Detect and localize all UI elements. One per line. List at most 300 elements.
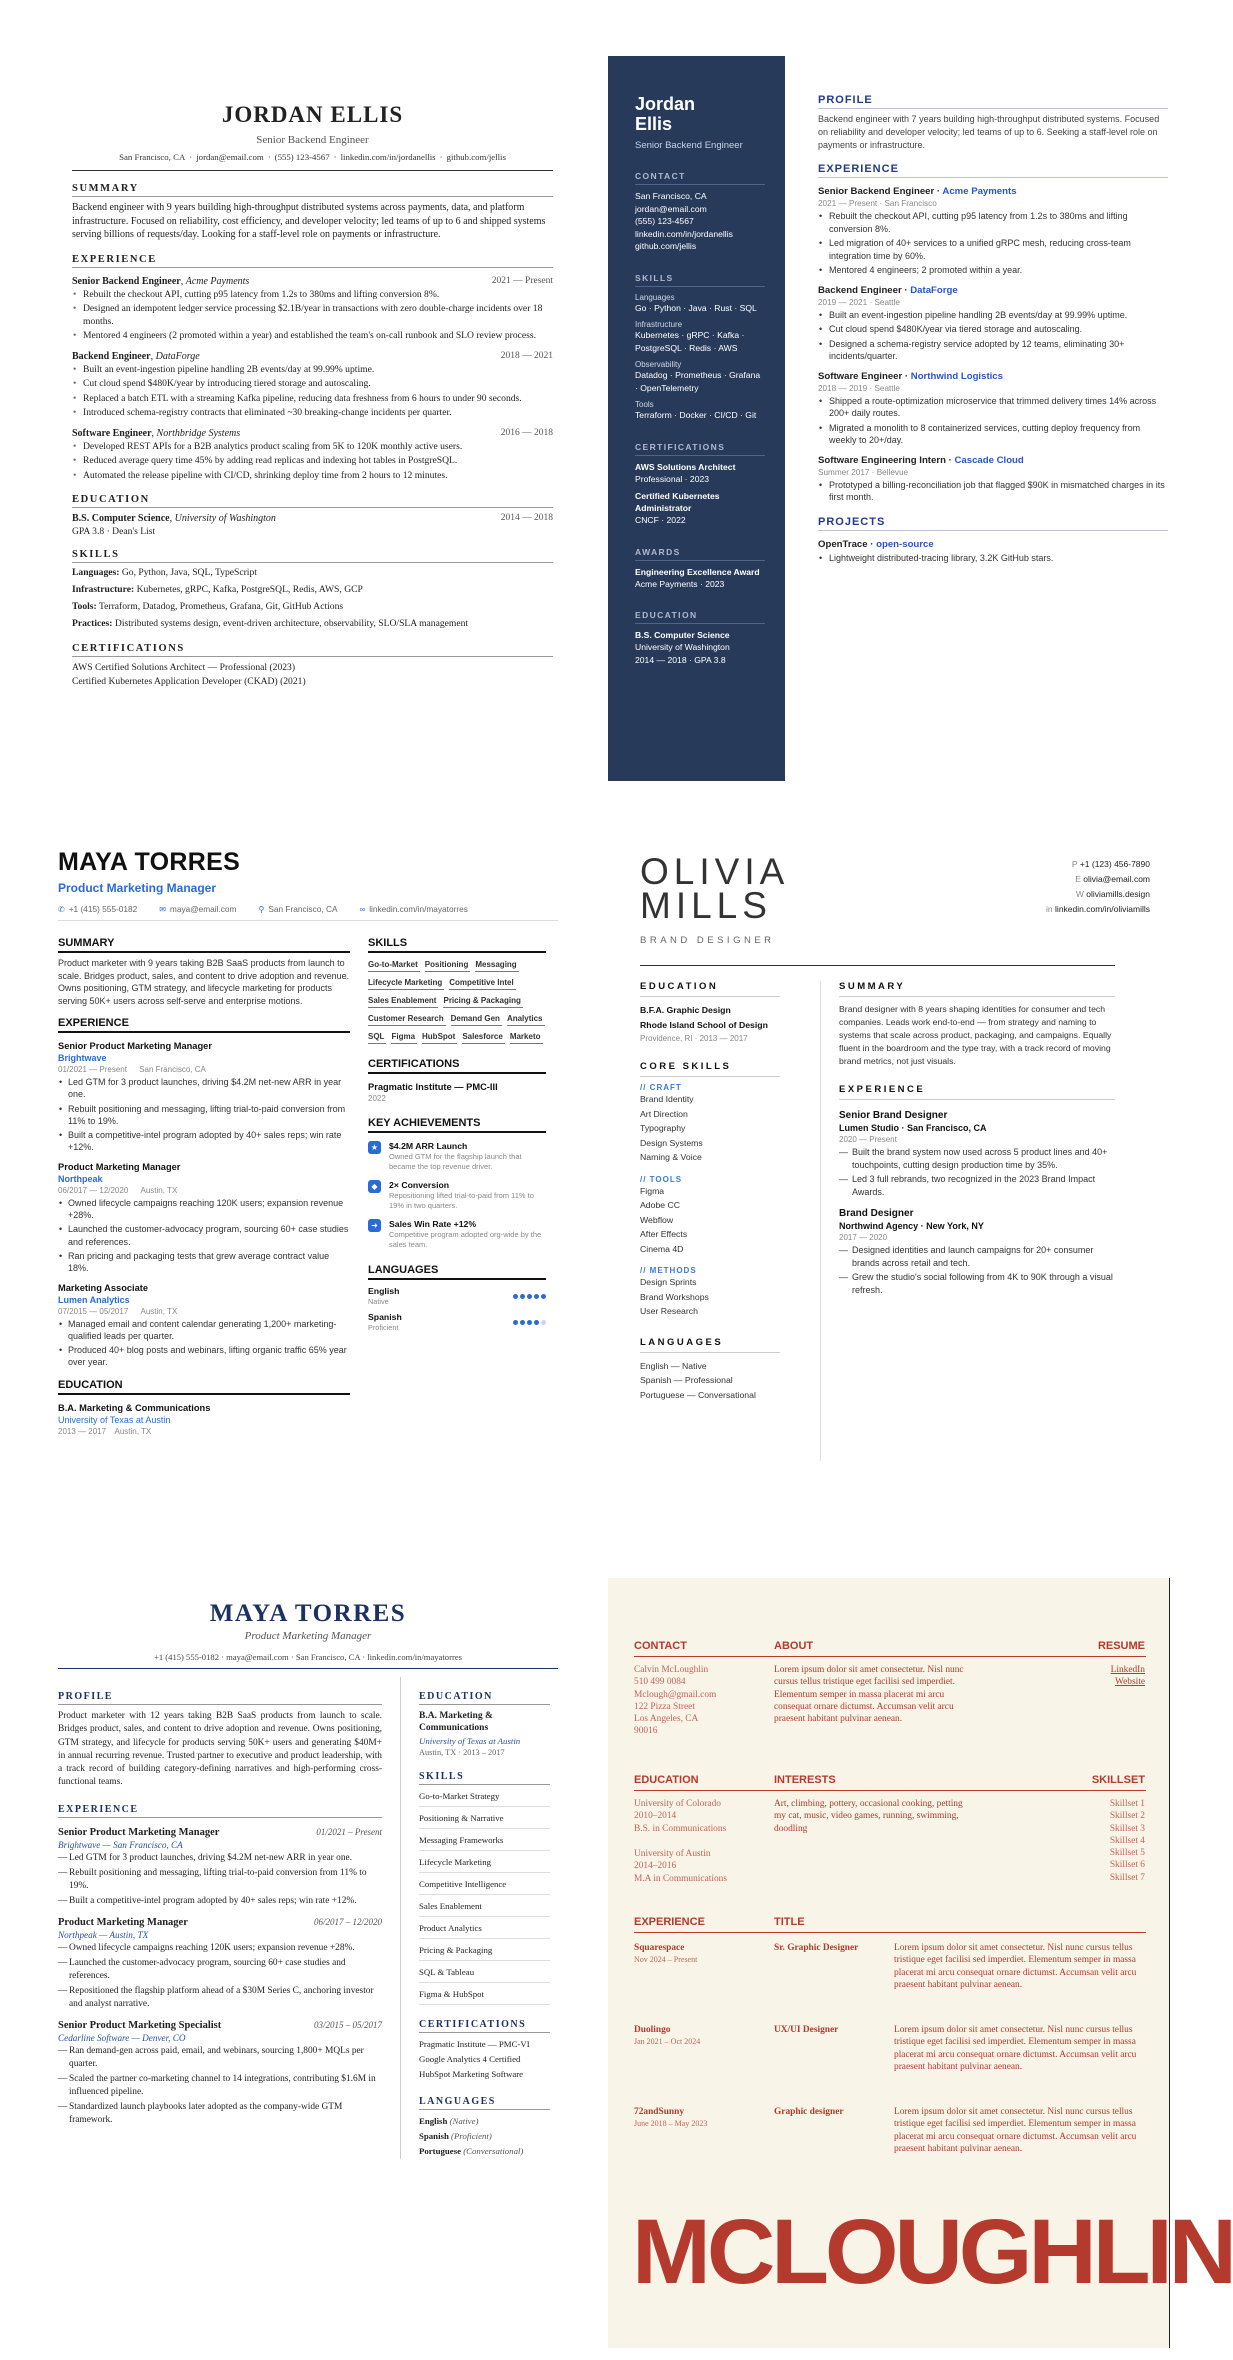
bullet-item: — Scaled the partner co-marketing channel to 14 integrations, contributing $1.6M in influenced pipeline. bbox=[58, 2073, 382, 2099]
phone: (555) 123-4567 bbox=[274, 152, 330, 162]
achievement-title: 2× Conversion bbox=[389, 1180, 450, 1190]
cert-item: Certified Kubernetes Application Developer (CKAD) (2021) bbox=[72, 676, 306, 687]
phone-text: +1 (415) 555-0182 bbox=[68, 904, 138, 914]
language-level: Native bbox=[368, 1297, 389, 1306]
divider bbox=[640, 965, 1115, 966]
job-title-line: Backend Engineer, DataForge bbox=[72, 350, 200, 362]
cert-item: Google Analytics 4 Certified bbox=[419, 2054, 521, 2064]
bullet-item: — Led 3 full rebrands, two recognized in the 2023 Brand Impact Awards. bbox=[839, 1173, 1115, 1198]
job-role: Backend Engineer bbox=[818, 284, 902, 296]
cert-name: Pragmatic Institute — PMC-III bbox=[368, 1082, 498, 1092]
skill-item: Art Direction bbox=[640, 1108, 688, 1119]
heading-resume: RESUME bbox=[1097, 1640, 1145, 1652]
email-link[interactable] bbox=[159, 904, 236, 914]
language-row bbox=[419, 2144, 550, 2159]
section-heading-certifications: CERTIFICATIONS bbox=[72, 643, 553, 657]
bullet-item: • Cut cloud spend $480K/year by introducing tiered storage and autoscaling. bbox=[72, 378, 553, 391]
skill-category: Infrastructure bbox=[635, 320, 683, 329]
language-text bbox=[368, 1286, 399, 1306]
skill-category: Infrastructure: bbox=[72, 584, 135, 595]
job-role: Software Engineer bbox=[818, 370, 903, 382]
job-role: Senior Brand Designer bbox=[839, 1110, 948, 1121]
job-company: Northpeak bbox=[58, 1173, 103, 1184]
skill-values: Go, Python, Java, SQL, TypeScript bbox=[121, 567, 257, 578]
bullet-item: — Repositioned the flagship platform ahead of a $30M Series C, anchoring investor and analyst narrative. bbox=[58, 1985, 382, 2011]
proficiency-dot bbox=[541, 1320, 546, 1325]
cert-item: Pragmatic Institute — PMC-VI bbox=[419, 2039, 530, 2049]
left-column bbox=[58, 927, 350, 1436]
edu-location-text: Austin, TX bbox=[114, 1426, 152, 1436]
job-company: DataForge bbox=[910, 284, 958, 296]
school: University of Texas at Austin bbox=[58, 1414, 171, 1425]
sidebar-name-first: Jordan bbox=[635, 94, 696, 114]
bullet-item: • Built an event-ingestion pipeline handling 2B events/day at 99.99% uptime. bbox=[72, 364, 553, 377]
job-role: Senior Backend Engineer bbox=[72, 275, 181, 287]
company-name: Squarespace bbox=[634, 1943, 685, 1953]
job-bullets bbox=[58, 1942, 382, 2011]
name-first: OLIVIA bbox=[640, 851, 790, 892]
job-company: Northpeak — Austin, TX bbox=[58, 1929, 149, 1940]
github-link[interactable]: github.com/jellis bbox=[635, 241, 697, 251]
proficiency-dot bbox=[541, 1294, 546, 1299]
education-dates: 2014 — 2018 · GPA 3.8 bbox=[635, 654, 726, 665]
experience-description: Lorem ipsum dolor sit amet consectetur. Nisl nunc cursus tellus tristique eget facilisi sed imperdiet. Elementum semper in massa placerat mi arcu consequat ornare dictumst. Accumsan velit arcu praesent habitant pulvinar aenean. bbox=[894, 2107, 1137, 2154]
job-role: Product Marketing Manager bbox=[58, 1161, 181, 1172]
job-dates: 06/2017 – 12/2020 bbox=[313, 1916, 382, 1927]
language-level: (Proficient) bbox=[451, 2131, 492, 2141]
proficiency-dot bbox=[527, 1320, 532, 1325]
job-company: Cascade Cloud bbox=[954, 454, 1024, 466]
sidebar bbox=[608, 56, 785, 781]
skill-item: User Research bbox=[640, 1306, 698, 1316]
education-dates: Providence, RI · 2013 — 2017 bbox=[640, 1034, 748, 1043]
skill-item: Brand Identity bbox=[640, 1094, 694, 1104]
skill-item: Design Systems bbox=[640, 1137, 703, 1148]
skillset-item: Skillset 4 bbox=[1109, 1835, 1145, 1846]
bullet-item: • Rebuilt the checkout API, cutting p95 latency from 1.2s to 380ms and lifting conversion 8%. bbox=[72, 289, 553, 302]
contact-block bbox=[1046, 857, 1150, 917]
section-heading-skills: SKILLS bbox=[72, 549, 553, 563]
contact-key: P bbox=[1071, 859, 1078, 869]
skill-values: Terraform · Docker · CI/CD · Git bbox=[635, 410, 757, 420]
contact-key: E bbox=[1075, 874, 1081, 884]
skill-tag: Go-to-Market bbox=[368, 959, 420, 972]
award-org: Acme Payments · 2023 bbox=[635, 578, 725, 589]
job-dates: 01/2021 – Present bbox=[316, 1826, 382, 1837]
job-header bbox=[58, 2020, 382, 2031]
job-entry bbox=[72, 351, 553, 420]
job-bullets bbox=[818, 395, 1168, 447]
achievements-list bbox=[368, 1141, 546, 1250]
skill-tag: Messaging bbox=[475, 959, 518, 972]
cert-issuer: CNCF · 2022 bbox=[635, 515, 686, 525]
skill-item: Pricing & Packaging bbox=[419, 1941, 550, 1961]
summary-text: Backend engineer with 9 years building high-throughput distributed systems across payments, data, and platform infrastructure. Focused on reliability, cost efficiency, and developer velocity; led teams of up to 6 and shipped systems serving billions of requests/day. Looking for a staff-level role on payments or infrastructure. bbox=[72, 202, 546, 240]
contact-line: +1 (415) 555-0182 · maya@email.com · San Francisco, CA · linkedin.com/in/mayatorres bbox=[58, 1652, 558, 1669]
linkedin-link[interactable]: linkedin.com/in/jordanellis bbox=[635, 228, 733, 239]
skill-values: Datadog · Prometheus · Grafana · OpenTelemetry bbox=[635, 370, 761, 393]
summary-text: Product marketer with 9 years taking B2B SaaS products from launch to scale. Bridges product, sales, and content to drive adoption and revenue. Owns positioning, GTM strategy, and lifecycle marketing for products serving 50K+ users across self-serve and enterprise motions. bbox=[58, 958, 350, 1006]
skill-tag: Analytics bbox=[507, 1013, 545, 1026]
skill-values: Kubernetes · gRPC · Kafka · PostgreSQL · Redis · AWS bbox=[635, 330, 745, 353]
linkedin-link[interactable] bbox=[359, 904, 467, 914]
contact-line: San Francisco, CA · jordan@email.com · (555) 123-4567 · linkedin.com/in/jordanellis · github.com/jellis bbox=[72, 152, 553, 171]
cert-name: AWS Solutions Architect bbox=[635, 461, 736, 472]
job-bullets bbox=[58, 1197, 350, 1275]
education-entry: B.S. Computer Science, University of Washington 2014 — 2018 bbox=[72, 513, 553, 524]
skills-list bbox=[419, 1787, 550, 2005]
section-heading-education: EDUCATION bbox=[419, 1691, 550, 1705]
experience-list bbox=[818, 186, 1168, 504]
language-row bbox=[368, 1286, 546, 1306]
job-bullets bbox=[58, 1852, 382, 1908]
section-heading-profile: PROFILE bbox=[58, 1691, 382, 1705]
heading-skillset: SKILLSET bbox=[1091, 1774, 1145, 1786]
education-entry bbox=[634, 1848, 764, 1885]
skill-tag: Demand Gen bbox=[451, 1013, 502, 1026]
skill-tag: Marketo bbox=[510, 1031, 543, 1044]
contact-value: +1 (123) 456-7890 bbox=[1079, 859, 1150, 869]
sidebar-heading-awards: AWARDS bbox=[635, 547, 765, 561]
job-title-line: Senior Backend Engineer, Acme Payments bbox=[72, 275, 250, 287]
bullet-item: • Developed REST APIs for a B2B analytics product scaling from 5K to 120K monthly active users. bbox=[72, 441, 553, 454]
job-role: Senior Product Marketing Manager bbox=[58, 1826, 220, 1838]
mail-icon: ✉ bbox=[159, 904, 166, 914]
edu-dates-text: 2013 — 2017 bbox=[58, 1426, 107, 1436]
achievement-text bbox=[389, 1141, 546, 1172]
achievement-desc: Competitive program adopted org-wide by the sales team. bbox=[389, 1230, 542, 1249]
bullet-item: • Built an event-ingestion pipeline handling 2B events/day at 99.99% uptime. bbox=[818, 309, 1168, 322]
github-link[interactable]: github.com/jellis bbox=[446, 152, 506, 162]
skill-category: Languages bbox=[635, 292, 675, 302]
skill-values: Distributed systems design, event-driven architecture, observability, SLO/SLA management bbox=[114, 618, 469, 629]
languages-list bbox=[368, 1286, 546, 1332]
name-last: MILLS bbox=[640, 885, 772, 926]
contact-key: in bbox=[1046, 904, 1053, 914]
skill-tag: Pricing & Packaging bbox=[443, 995, 522, 1008]
linkedin-link[interactable]: LinkedIn bbox=[1110, 1665, 1145, 1675]
skill-category: Tools bbox=[635, 400, 654, 409]
job-entry bbox=[72, 428, 553, 483]
contact-row bbox=[1046, 872, 1150, 887]
experience-description: Lorem ipsum dolor sit amet consectetur. Nisl nunc cursus tellus tristique eget facilisi sed imperdiet. Elementum semper in massa placerat mi arcu consequat ornare dictumst. Accumsan velit arcu praesent habitant pulvinar aenean. bbox=[894, 1943, 1137, 1990]
skill-group-heading: // METHODS bbox=[640, 1266, 697, 1275]
experience-list bbox=[839, 1110, 1115, 1296]
link-icon: ∞ bbox=[359, 904, 366, 914]
phone-icon: ✆ bbox=[58, 904, 65, 914]
language-item: Spanish — Professional bbox=[640, 1375, 733, 1385]
resume-jordan-classic bbox=[30, 60, 595, 760]
education-dates: 2010–2014 bbox=[634, 1811, 677, 1822]
section-heading-achievements: KEY ACHIEVEMENTS bbox=[368, 1117, 546, 1133]
job-title: Senior Backend Engineer · Acme Payments bbox=[818, 186, 1017, 198]
skills-list bbox=[72, 566, 553, 631]
right-column bbox=[400, 1677, 550, 2159]
job-dates bbox=[58, 1307, 350, 1316]
cert-issuer: Professional · 2023 bbox=[635, 473, 710, 484]
section-heading-education: EDUCATION bbox=[58, 1379, 350, 1395]
job-location-text: San Francisco, CA bbox=[139, 1065, 206, 1074]
star-icon: ★ bbox=[368, 1141, 381, 1154]
interests-text: Art, climbing, pottery, occasional cooking, petting my cat, music, video games, running, swimming, doodling bbox=[774, 1799, 963, 1834]
language-name: English bbox=[419, 2116, 448, 2126]
left-column bbox=[640, 981, 780, 1402]
job-bullets bbox=[58, 1318, 350, 1369]
resume-jordan-modern bbox=[608, 56, 1188, 781]
degree: B.A. Marketing & Communications bbox=[419, 1711, 493, 1733]
project-bullet: • Lightweight distributed-tracing library, 3.2K GitHub stars. bbox=[818, 552, 1168, 565]
job-bullets bbox=[818, 479, 1168, 504]
skill-item: Messaging Frameworks bbox=[419, 1831, 550, 1851]
section-heading-experience: EXPERIENCE bbox=[839, 1084, 1115, 1100]
arrow-icon: ➜ bbox=[368, 1219, 381, 1232]
proficiency-dot bbox=[513, 1320, 518, 1325]
contact-line: 122 Pizza Street bbox=[634, 1701, 695, 1712]
proficiency-dots bbox=[511, 1317, 546, 1327]
skill-values: Go · Python · Java · Rust · SQL bbox=[635, 302, 757, 313]
rule bbox=[634, 1656, 1146, 1657]
bullet-item: — Built a competitive-intel program adopted by 40+ sales reps; win rate +12%. bbox=[58, 1895, 382, 1908]
heading-title: TITLE bbox=[774, 1916, 805, 1928]
achievement-item bbox=[368, 1180, 546, 1211]
job-company: Lumen Studio · San Francisco, CA bbox=[839, 1123, 987, 1133]
language-row bbox=[368, 1312, 546, 1332]
language-name: Portuguese bbox=[419, 2146, 462, 2156]
project-name: OpenTrace bbox=[818, 538, 868, 550]
achievement-text bbox=[389, 1180, 546, 1211]
phone: (555) 123-4567 bbox=[635, 216, 694, 226]
sidebar-heading-contact: CONTACT bbox=[635, 171, 765, 185]
education-dates: 2014 — 2018 bbox=[500, 513, 553, 523]
degree: B.S. Computer Science bbox=[635, 630, 730, 640]
job-dates: 2017 — 2020 bbox=[839, 1233, 888, 1242]
summary-text: Brand designer with 8 years shaping identities for consumer and tech companies. Leads work end-to-end — from strategy and naming to systems that scale across product, packaging, and campaigns. Equally fluent in the boardroom and the type tray, with a track record of moving brand metrics, not just visuals. bbox=[839, 1004, 1112, 1066]
links-block bbox=[1111, 1664, 1145, 1689]
experience-dates: June 2018 – May 2023 bbox=[634, 2119, 708, 2129]
experience-dates: Nov 2024 – Present bbox=[634, 1955, 698, 1965]
job-company: Northwind Agency · New York, NY bbox=[839, 1221, 984, 1231]
job-role: Senior Product Marketing Specialist bbox=[58, 2019, 222, 2031]
job-bullets bbox=[818, 210, 1168, 277]
bullet-item: — Led GTM for 3 product launches, driving $4.2M net-new ARR in year one. bbox=[58, 1852, 382, 1865]
language-level: Proficient bbox=[368, 1323, 399, 1332]
job-location-text: Austin, TX bbox=[140, 1185, 178, 1195]
cert-item: HubSpot Marketing Software bbox=[419, 2069, 524, 2079]
sidebar-heading-skills: SKILLS bbox=[635, 273, 765, 287]
skill-tag: Competitive Intel bbox=[449, 977, 515, 990]
skill-item: Typography bbox=[640, 1123, 686, 1133]
surname-wordmark: MCLOUGHLIN bbox=[632, 2201, 1233, 2303]
skill-category: Tools: bbox=[72, 601, 97, 612]
right-column bbox=[368, 927, 546, 1436]
heading-contact: CONTACT bbox=[634, 1640, 687, 1652]
bullet-item: — Designed identities and launch campaigns for 20+ consumer brands across retail and tech. bbox=[839, 1244, 1115, 1269]
rule bbox=[634, 1932, 1146, 1933]
language-row bbox=[419, 2114, 550, 2129]
language-level: (Conversational) bbox=[463, 2146, 524, 2156]
experience-title: Graphic designer bbox=[774, 2107, 844, 2117]
bullet-item: • Migrated a monolith to 8 containerized services, cutting deploy frequency from weekly to 20+/day. bbox=[818, 422, 1168, 447]
diamond-icon: ◆ bbox=[368, 1180, 381, 1193]
email-link[interactable]: jordan@email.com bbox=[196, 152, 264, 162]
skill-tag: Sales Enablement bbox=[368, 995, 438, 1008]
section-heading-languages: LANGUAGES bbox=[640, 1337, 780, 1353]
bullet-item: • Built a competitive-intel program adopted by 40+ sales reps; win rate +12%. bbox=[58, 1129, 350, 1154]
phone bbox=[58, 904, 137, 914]
experience-title: Sr. Graphic Designer bbox=[774, 1943, 859, 1953]
contact-row bbox=[1046, 857, 1150, 872]
resume-maya-modern bbox=[58, 848, 558, 1488]
skill-category: Practices: bbox=[72, 618, 113, 629]
job-dates: 2018 — 2019 · Seattle bbox=[818, 383, 900, 393]
skill-item: Sales Enablement bbox=[419, 1897, 550, 1917]
skill-item: Brand Workshops bbox=[640, 1291, 709, 1302]
job-company: Acme Payments bbox=[185, 275, 250, 287]
section-heading-languages: LANGUAGES bbox=[419, 2096, 550, 2110]
pin-icon: ⚲ bbox=[258, 904, 265, 914]
skillset-item: Skillset 1 bbox=[1109, 1799, 1145, 1809]
heading-experience: EXPERIENCE bbox=[634, 1916, 705, 1928]
proficiency-dot bbox=[513, 1294, 518, 1299]
section-heading-experience: EXPERIENCE bbox=[72, 254, 553, 268]
school: University of Washington bbox=[174, 513, 276, 524]
job-dates bbox=[58, 1065, 350, 1074]
proficiency-dots bbox=[511, 1291, 546, 1301]
contact-line: Los Angeles, CA bbox=[634, 1714, 699, 1725]
cert-item: AWS Certified Solutions Architect — Professional (2023) bbox=[72, 662, 296, 673]
degree: B.A. Marketing & Communications bbox=[58, 1402, 211, 1413]
skill-tag: Figma bbox=[391, 1031, 417, 1044]
skillset-item: Skillset 6 bbox=[1109, 1860, 1145, 1871]
job-role: Senior Product Marketing Manager bbox=[58, 1041, 212, 1051]
skill-groups bbox=[640, 1083, 780, 1319]
gpa: GPA 3.8 · Dean's List bbox=[72, 526, 156, 537]
cert-year: 2022 bbox=[368, 1094, 386, 1103]
project-tag: open-source bbox=[876, 538, 934, 550]
company-name: 72andSunny bbox=[634, 2107, 685, 2117]
sidebar-name-last: Ellis bbox=[635, 114, 673, 134]
contact-key: W bbox=[1075, 889, 1084, 899]
achievement-text bbox=[389, 1219, 546, 1250]
heading-interests: INTERESTS bbox=[774, 1774, 836, 1786]
section-heading-summary: SUMMARY bbox=[839, 981, 1115, 997]
bullet-item: • Replaced a batch ETL with a streaming Kafka pipeline, reducing data freshness from 6 hours to under 90 seconds. bbox=[72, 393, 553, 406]
skill-item: Product Analytics bbox=[419, 1919, 550, 1939]
experience-list bbox=[58, 1041, 350, 1369]
school: Rhode Island School of Design bbox=[640, 1019, 768, 1030]
skill-tag: Salesforce bbox=[462, 1031, 504, 1044]
sidebar-heading-education: EDUCATION bbox=[635, 610, 765, 624]
job-dates: Summer 2017 · Bellevue bbox=[818, 467, 909, 477]
job-title-line: Software Engineer, Northbridge Systems bbox=[72, 427, 241, 439]
job-bullets bbox=[839, 1244, 1115, 1296]
contact-bar bbox=[58, 904, 558, 921]
bullet-item: • Cut cloud spend $480K/year via tiered storage and autoscaling. bbox=[818, 323, 1168, 336]
experience-list bbox=[72, 276, 553, 483]
skill-item: Lifecycle Marketing bbox=[419, 1853, 550, 1873]
bullet-item: • Designed a schema-registry service adopted by 12 teams, eliminating 30+ incidents/quarter. bbox=[818, 338, 1168, 363]
proficiency-dot bbox=[534, 1294, 539, 1299]
resume-title: Senior Backend Engineer bbox=[256, 134, 369, 146]
school: University of Texas at Austin bbox=[419, 1736, 521, 1746]
bullet-item: — Rebuilt positioning and messaging, lifting trial-to-paid conversion from 11% to 19%. bbox=[58, 1867, 382, 1893]
bullet-item: — Ran demand-gen across paid, email, and webinars, sourcing 1,800+ MQLs per quarter. bbox=[58, 2045, 382, 2071]
bullet-item: • Designed an idempotent ledger service processing $2.1B/year in transactions with zero double-charge incidents over 18 months. bbox=[72, 303, 553, 328]
skill-item: Naming & Voice bbox=[640, 1152, 702, 1162]
skill-item: Design Sprints bbox=[640, 1277, 697, 1287]
achievement-title: Sales Win Rate +12% bbox=[389, 1219, 477, 1229]
skill-item: Positioning & Narrative bbox=[419, 1809, 550, 1829]
language-name: Spanish bbox=[419, 2131, 449, 2141]
language-text bbox=[368, 1312, 402, 1332]
email-link[interactable]: jordan@email.com bbox=[635, 203, 707, 214]
language-item: English — Native bbox=[640, 1360, 707, 1371]
sidebar-heading-certifications: CERTIFICATIONS bbox=[635, 442, 765, 456]
job-bullets bbox=[72, 364, 553, 420]
school: University of Colorado bbox=[634, 1799, 721, 1809]
job-title: Software Engineer · Northwind Logistics bbox=[818, 370, 1003, 382]
proficiency-dot bbox=[534, 1320, 539, 1325]
linkedin-link[interactable]: linkedin.com/in/jordanellis bbox=[340, 152, 436, 162]
bullet-item: — Grew the studio's social following from 4K to 90K through a visual refresh. bbox=[839, 1271, 1115, 1296]
bullet-item: • Produced 40+ blog posts and webinars, lifting organic traffic 65% year over year. bbox=[58, 1344, 350, 1369]
skill-item: Figma bbox=[640, 1185, 665, 1196]
job-company: Northbridge Systems bbox=[156, 427, 241, 439]
section-heading-skills: SKILLS bbox=[419, 1771, 550, 1785]
degree: M.A in Communications bbox=[634, 1873, 727, 1884]
job-dates: 2019 — 2021 · Seattle bbox=[818, 297, 900, 307]
location-text: San Francisco, CA bbox=[268, 904, 338, 914]
project-title: OpenTrace · open-source bbox=[818, 538, 934, 550]
job-dates: 2018 — 2021 bbox=[500, 350, 553, 361]
skill-item: SQL & Tableau bbox=[419, 1963, 550, 1983]
bullet-item: • Ran pricing and packaging tests that grew average contract value 18%. bbox=[58, 1250, 350, 1275]
left-column bbox=[58, 1677, 400, 2159]
section-heading-experience: EXPERIENCE bbox=[58, 1804, 382, 1818]
bullet-item: • Managed email and content calendar generating 1,200+ marketing-qualified leads per quarter. bbox=[58, 1318, 350, 1343]
job-dates-text: 07/2015 — 05/2017 bbox=[58, 1306, 129, 1316]
cert-name: Certified Kubernetes Administrator bbox=[635, 491, 720, 513]
bullet-item: • Reduced average query time 45% by adding read replicas and indexing hot tables in PostgreSQL. bbox=[72, 455, 553, 468]
bullet-item: • Prototyped a billing-reconciliation job that flagged $90K in mismatched charges in its first month. bbox=[818, 479, 1168, 504]
heading-about: ABOUT bbox=[774, 1640, 814, 1652]
bullet-item: • Shipped a route-optimization microservice that trimmed delivery times 14% across 200+ daily routes. bbox=[818, 395, 1168, 420]
resume-name: MAYA TORRES bbox=[58, 848, 241, 876]
section-heading-experience: EXPERIENCE bbox=[58, 1017, 350, 1033]
job-header bbox=[72, 351, 553, 362]
website-link[interactable]: Website bbox=[1115, 1677, 1145, 1688]
bullet-item: — Launched the customer-advocacy program, sourcing 60+ case studies and references. bbox=[58, 1957, 382, 1983]
experience-company-block bbox=[634, 2024, 764, 2049]
resume-name: MAYA TORRES bbox=[209, 1600, 407, 1627]
skill-item: Webflow bbox=[640, 1214, 674, 1225]
bullet-item: • Owned lifecycle campaigns reaching 120K users; expansion revenue +28%. bbox=[58, 1197, 350, 1222]
linkedin-text: linkedin.com/in/mayatorres bbox=[369, 904, 468, 914]
contact-line: Mclough@gmail.com bbox=[634, 1689, 717, 1700]
bullet-item: • Rebuilt the checkout API, cutting p95 latency from 1.2s to 380ms and lifting conversion 8%. bbox=[818, 210, 1168, 235]
section-heading-experience: EXPERIENCE bbox=[818, 163, 1168, 178]
skill-item: After Effects bbox=[640, 1229, 688, 1239]
education-dates: Austin, TX · 2013 – 2017 bbox=[419, 1748, 505, 1757]
location: San Francisco, CA bbox=[635, 191, 707, 201]
skill-tag: SQL bbox=[368, 1031, 386, 1044]
experience-company-block bbox=[634, 1942, 764, 1967]
bullet-item: • Mentored 4 engineers; 2 promoted within a year. bbox=[818, 264, 1168, 277]
contact-block bbox=[634, 1664, 764, 1738]
job-dates: 2021 — Present · San Francisco bbox=[818, 199, 937, 209]
bullet-item: — Built the brand system now used across 5 product lines and 40+ touchpoints, cutting design production time by 35%. bbox=[839, 1146, 1115, 1171]
section-heading-certifications: CERTIFICATIONS bbox=[419, 2019, 550, 2033]
